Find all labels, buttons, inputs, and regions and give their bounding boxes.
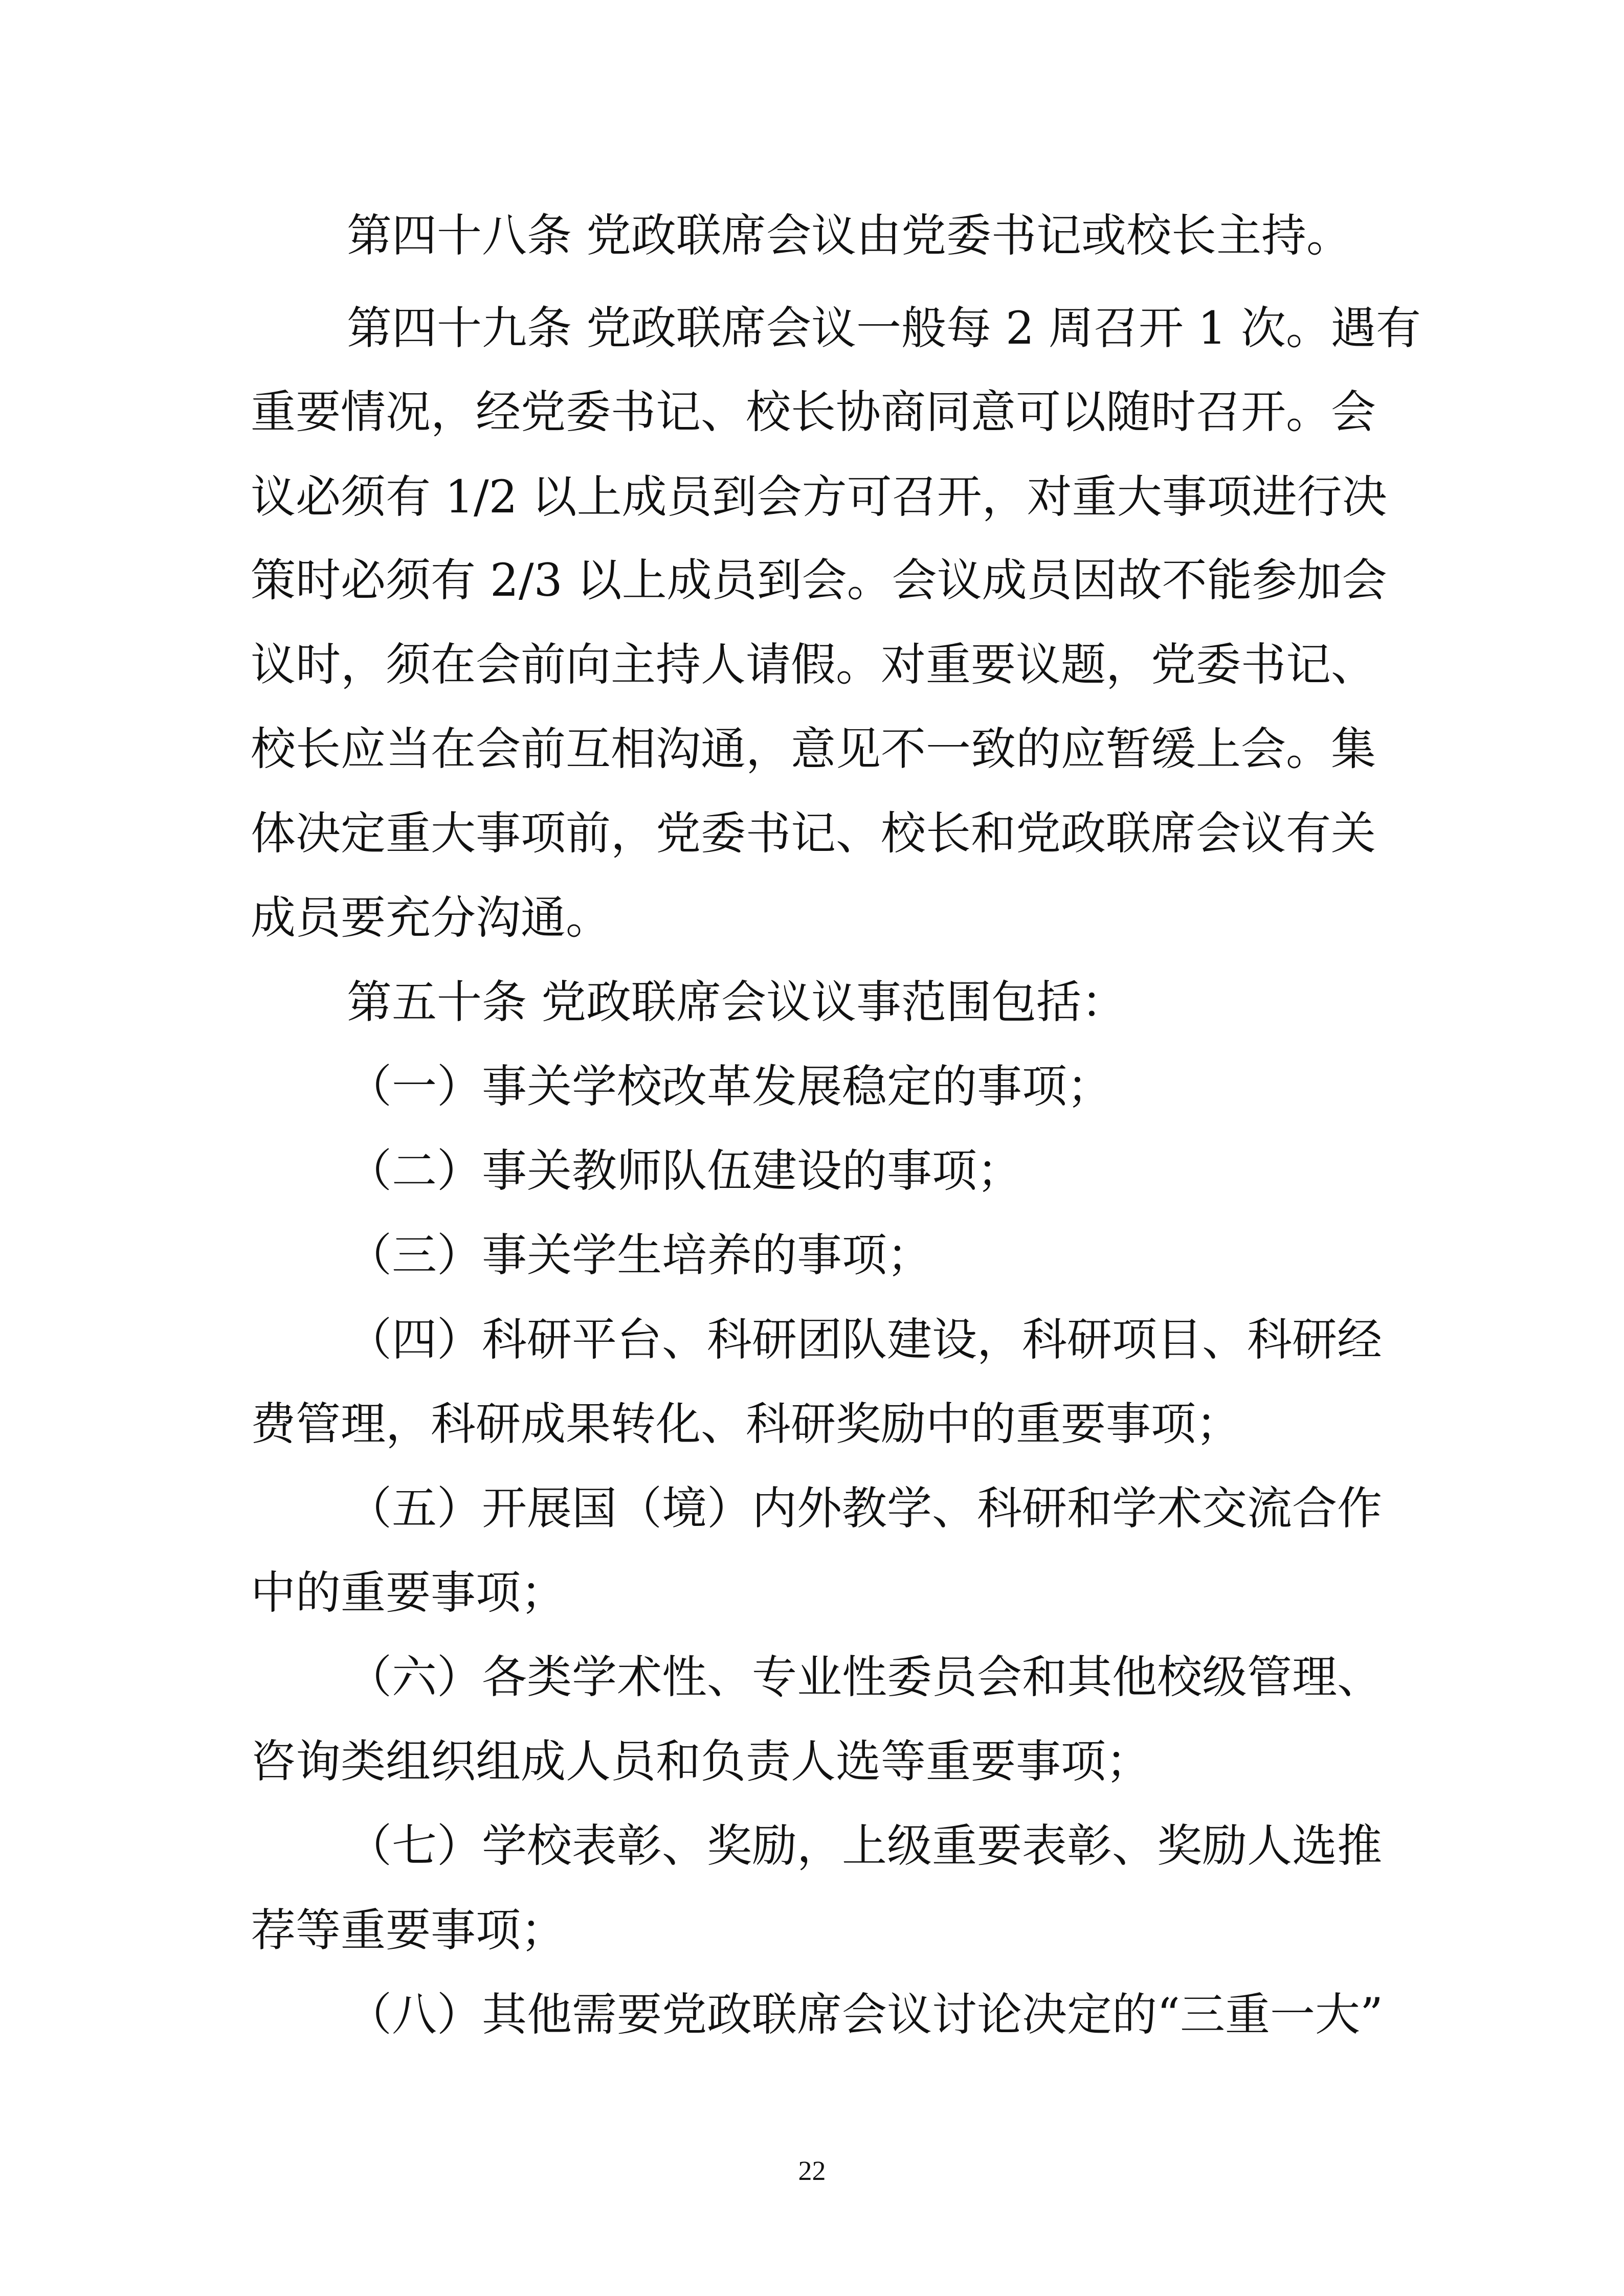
text-line-content: （二）事关教师队伍建设的事项； [347, 1144, 1022, 1197]
text-line-content: 成员要充分沟通。 [251, 891, 611, 944]
text-line [0, 205, 1624, 266]
text-line [0, 1731, 1624, 1792]
text-line-content: 中的重要事项； [251, 1566, 566, 1619]
text-line [0, 803, 1624, 864]
text-line [0, 634, 1624, 695]
text-line-content: （八）其他需要党政联席会议讨论决定的“三重一大” [347, 1988, 1383, 2041]
page-number: 22 [798, 2155, 826, 2186]
text-line [0, 1478, 1624, 1539]
text-line-content: （三）事关学生培养的事项； [347, 1229, 932, 1281]
text-line-content: 议必须有 1/2 以上成员到会方可召开，对重大事项进行决 [251, 470, 1387, 523]
text-line-content: （六）各类学术性、专业性委员会和其他校级管理、 [347, 1651, 1383, 1703]
text-line-content: 体决定重大事项前，党委书记、校长和党政联席会议有关 [251, 807, 1376, 860]
text-line-content: 重要情况，经党委书记、校长协商同意可以随时召开。会 [251, 386, 1376, 438]
text-line [0, 887, 1624, 949]
text-line-content: （一）事关学校改革发展稳定的事项； [347, 1060, 1113, 1113]
text-line [0, 466, 1624, 528]
text-line [0, 718, 1624, 780]
text-line [0, 1647, 1624, 1708]
text-line-content: 费管理，科研成果转化、科研奖励中的重要事项； [251, 1398, 1241, 1450]
text-line [0, 1140, 1624, 1202]
text-line [0, 1900, 1624, 1961]
text-line [0, 1815, 1624, 1877]
text-line-content: 策时必须有 2/3 以上成员到会。会议成员因故不能参加会 [251, 554, 1387, 606]
text-line [0, 972, 1624, 1033]
text-line [0, 550, 1624, 611]
text-line-content: 议时，须在会前向主持人请假。对重要议题，党委书记、 [251, 638, 1376, 691]
text-line-content: （四）科研平台、科研团队建设，科研项目、科研经 [347, 1313, 1383, 1366]
text-line [0, 1393, 1624, 1455]
text-line [0, 1309, 1624, 1370]
text-line-content: 第五十条 党政联席会议议事范围包括： [347, 976, 1126, 1028]
text-line-content: （七）学校表彰、奖励，上级重要表彰、奖励人选推 [347, 1819, 1383, 1872]
text-line [0, 1984, 1624, 2045]
text-line [0, 1056, 1624, 1117]
text-line-content: 咨询类组织组成人员和负责人选等重要事项； [251, 1735, 1151, 1788]
text-line-content: 校长应当在会前互相沟通，意见不一致的应暂缓上会。集 [251, 723, 1376, 775]
text-line [0, 381, 1624, 443]
text-line-content: 第四十八条 党政联席会议由党委书记或校长主持。 [347, 209, 1351, 262]
text-line [0, 298, 1624, 359]
text-line [0, 1225, 1624, 1286]
text-line-content: 第四十九条 党政联席会议一般每 2 周召开 1 次。遇有 [347, 302, 1421, 354]
text-line [0, 1562, 1624, 1624]
text-line-content: （五）开展国（境）内外教学、科研和学术交流合作 [347, 1482, 1383, 1535]
text-line-content: 荐等重要事项； [251, 1904, 566, 1956]
